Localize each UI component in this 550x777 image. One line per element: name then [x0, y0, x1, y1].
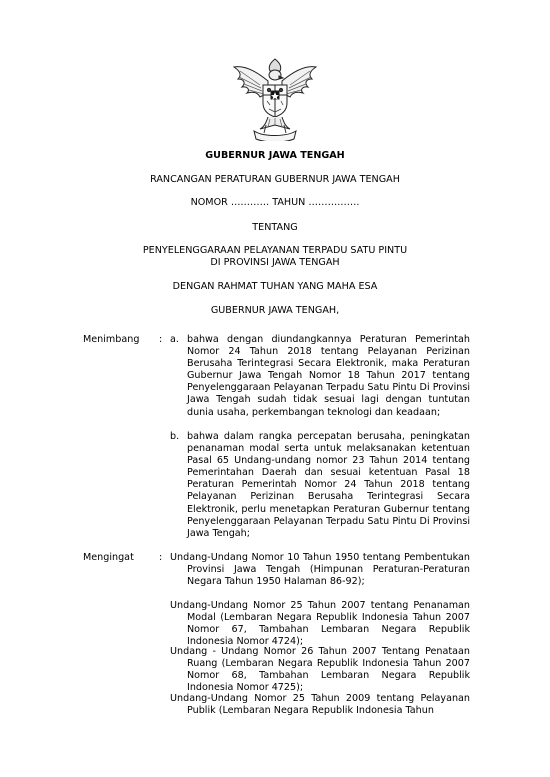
- mengingat-item-1: Undang-Undang Nomor 10 Tahun 1950 tentang Pembentukan Provinsi Jawa Tengah (Himpunan Peraturan-Peraturan Negara Tahun 1950 Halaman 86-92);: [170, 552, 470, 588]
- garuda-emblem-icon: [230, 55, 320, 141]
- document-subtitle: RANCANGAN PERATURAN GUBERNUR JAWA TENGAH: [150, 174, 400, 185]
- mengingat-colon: :: [159, 552, 163, 563]
- number-line: NOMOR ………… TAHUN …………….: [190, 197, 360, 208]
- blessing-line: DENGAN RAHMAT TUHAN YANG MAHA ESA: [172, 281, 378, 292]
- governor-line: GUBERNUR JAWA TENGAH,: [210, 305, 340, 316]
- item-text: bahwa dengan diundangkannya Peraturan Pemerintah Nomor 24 Tahun 2018 tentang Pelayanan Perizinan Berusaha Terintegrasi Secara Elektronik, maka Peraturan Gubernur Jawa Tengah Nomor 18 Tahun 2017 tentang Penyelenggaraan Pelayanan Terpadu Satu Pintu Di Provinsi Jawa Tengah sudah tidak sesuai lagi dengan tuntutan dunia usaha, perkembangan teknologi dan keadaan;: [187, 334, 470, 418]
- menimbang-item-a: [170, 334, 470, 419]
- mengingat-item-2: Undang-Undang Nomor 25 Tahun 2007 tentang Penanaman Modal (Lembaran Negara Republik Indonesia Tahun 2007 Nomor 67, Tambahan Lembaran Negara Republik Indonesia Nomor 4724);: [170, 600, 470, 648]
- mengingat-item-3: Undang - Undang Nomor 26 Tahun 2007 Tentang Penataan Ruang (Lembaran Negara Republik Indonesia Tahun 2007 Nomor 68, Tambahan Lembaran Negara Republik Indonesia Nomor 4725);: [170, 646, 470, 694]
- about-heading: TENTANG: [252, 222, 298, 233]
- item-marker: b.: [170, 431, 180, 442]
- item-text: bahwa dalam rangka percepatan berusaha, peningkatan penanaman modal serta untuk melaksanakan ketentuan Pasal 65 Undang-undang nomor 23 Tahun 2014 tentang Pemerintahan Daerah dan sesuai ketentuan Pasal 18 Peraturan Pemerintah Nomor 24 Tahun 2018 tentang Pelayanan Perizinan Berusaha Terintegrasi Secara Elektronik, perlu menetapkan Peraturan Gubernur tentang Penyelenggaraan Pelayanan Terpadu Satu Pintu Di Provinsi Jawa Tengah;: [187, 431, 470, 539]
- mengingat-label: Mengingat: [83, 552, 134, 563]
- mengingat-item-4: Undang-Undang Nomor 25 Tahun 2009 tentang Pelayanan Publik (Lembaran Negara Republik Indonesia Tahun: [170, 693, 470, 717]
- document-title: GUBERNUR JAWA TENGAH: [205, 150, 345, 161]
- item-marker: a.: [170, 334, 179, 345]
- topic-line-1: PENYELENGGARAAN PELAYANAN TERPADU SATU PINTU: [142, 245, 408, 256]
- menimbang-colon: :: [159, 334, 163, 345]
- topic-line-2: DI PROVINSI JAWA TENGAH: [210, 257, 340, 268]
- menimbang-item-b: [170, 431, 470, 540]
- menimbang-label: Menimbang: [83, 334, 140, 345]
